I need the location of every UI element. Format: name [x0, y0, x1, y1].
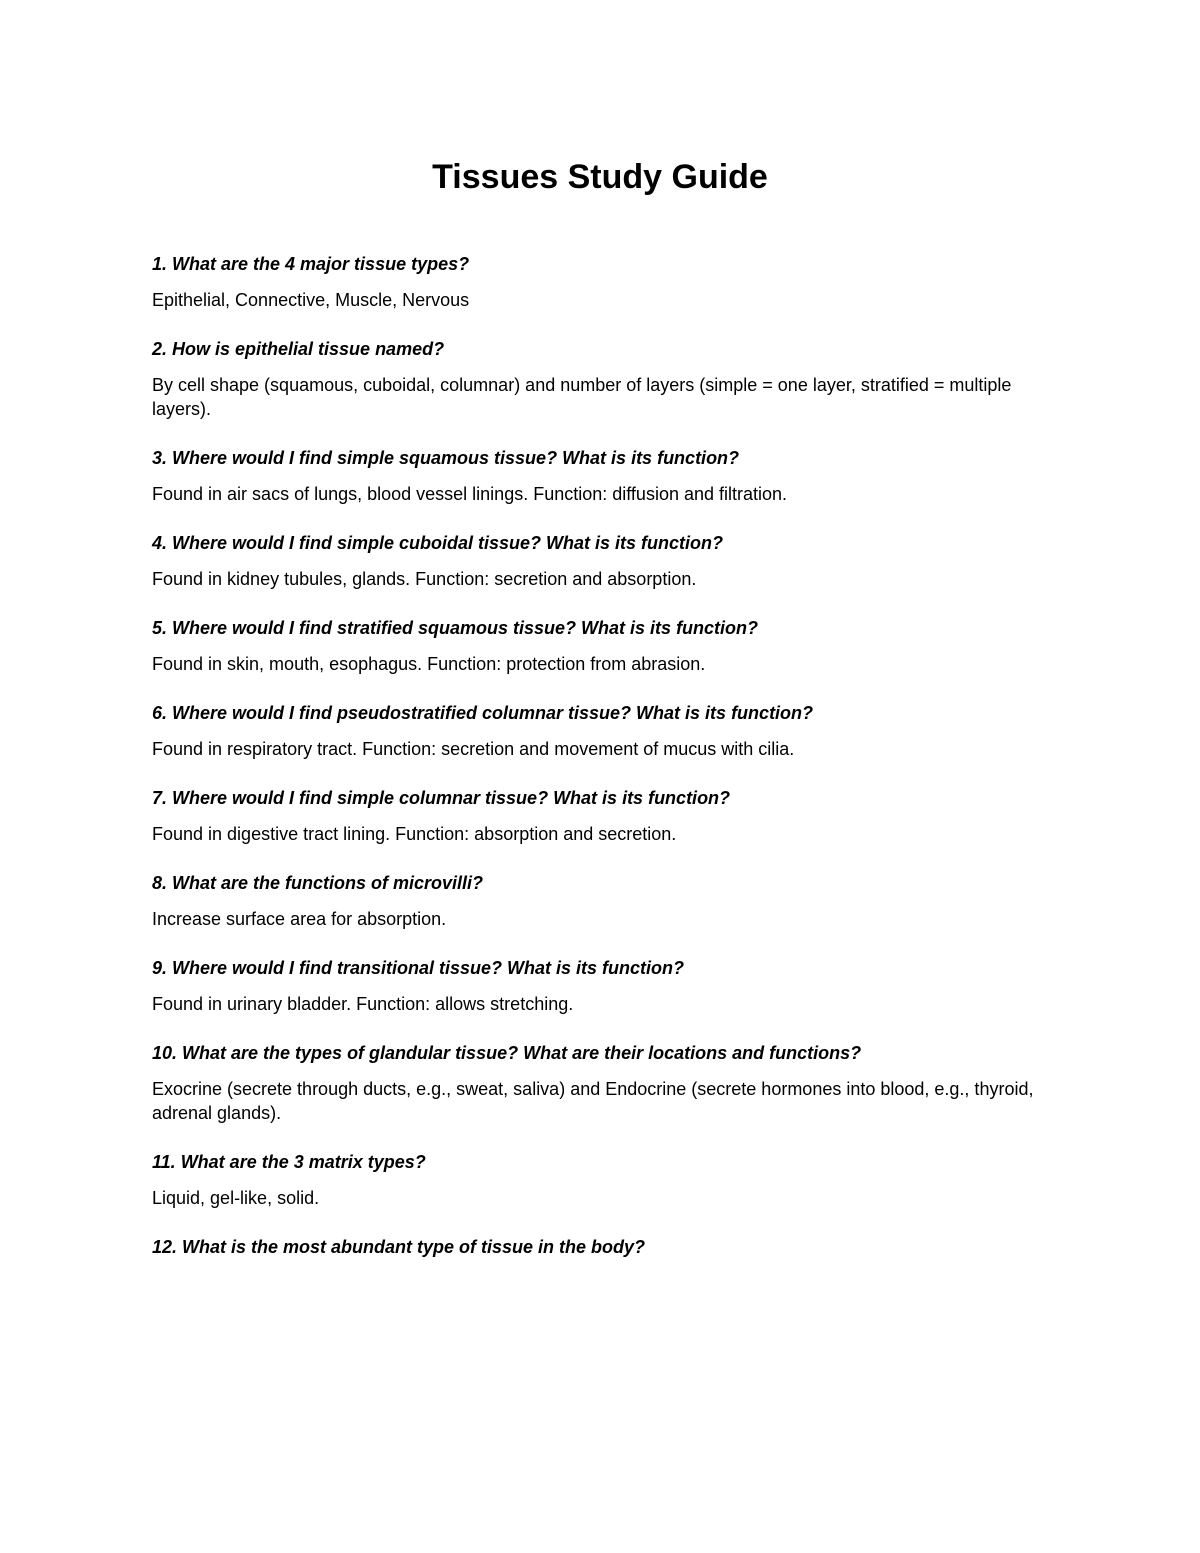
- question-11: 11. What are the 3 matrix types?: [152, 1152, 426, 1172]
- answer-5: Found in skin, mouth, esophagus. Function: protection from abrasion.: [152, 654, 706, 674]
- qa-item-11: [152, 1150, 1052, 1210]
- qa-item-10: [152, 1041, 1052, 1125]
- answer-8: Increase surface area for absorption.: [152, 909, 447, 929]
- qa-item-1: [152, 252, 1052, 312]
- qa-list: [152, 252, 1052, 1284]
- answer-3: Found in air sacs of lungs, blood vessel linings. Function: diffusion and filtration.: [152, 484, 788, 504]
- answer-9: Found in urinary bladder. Function: allows stretching.: [152, 994, 574, 1014]
- question-4: 4. Where would I find simple cuboidal tissue? What is its function?: [152, 533, 724, 553]
- answer-6: Found in respiratory tract. Function: secretion and movement of mucus with cilia.: [152, 739, 795, 759]
- question-10: 10. What are the types of glandular tissue? What are their locations and functions?: [152, 1043, 862, 1063]
- question-1: 1. What are the 4 major tissue types?: [152, 254, 470, 274]
- question-6: 6. Where would I find pseudostratified columnar tissue? What is its function?: [152, 703, 814, 723]
- question-5: 5. Where would I find stratified squamous tissue? What is its function?: [152, 618, 759, 638]
- qa-item-3: [152, 446, 1052, 506]
- answer-2: By cell shape (squamous, cuboidal, columnar) and number of layers (simple = one layer, stratified = multiple layers).: [152, 375, 1012, 419]
- question-8: 8. What are the functions of microvilli?: [152, 873, 484, 893]
- qa-item-12: [152, 1235, 1052, 1259]
- answer-7: Found in digestive tract lining. Function: absorption and secretion.: [152, 824, 677, 844]
- page-title: Tissues Study Guide: [432, 158, 768, 196]
- qa-item-2: [152, 337, 1052, 421]
- qa-item-5: [152, 616, 1052, 676]
- question-2: 2. How is epithelial tissue named?: [152, 339, 445, 359]
- answer-10: Exocrine (secrete through ducts, e.g., sweat, saliva) and Endocrine (secrete hormones into blood, e.g., thyroid, adrenal glands).: [152, 1079, 1034, 1123]
- qa-item-4: [152, 531, 1052, 591]
- qa-item-8: [152, 871, 1052, 931]
- answer-11: Liquid, gel-like, solid.: [152, 1188, 320, 1208]
- question-9: 9. Where would I find transitional tissue? What is its function?: [152, 958, 685, 978]
- answer-4: Found in kidney tubules, glands. Function: secretion and absorption.: [152, 569, 697, 589]
- question-3: 3. Where would I find simple squamous tissue? What is its function?: [152, 448, 740, 468]
- question-12: 12. What is the most abundant type of tissue in the body?: [152, 1237, 646, 1257]
- answer-1: Epithelial, Connective, Muscle, Nervous: [152, 290, 470, 310]
- qa-item-7: [152, 786, 1052, 846]
- question-7: 7. Where would I find simple columnar tissue? What is its function?: [152, 788, 731, 808]
- qa-item-6: [152, 701, 1052, 761]
- qa-item-9: [152, 956, 1052, 1016]
